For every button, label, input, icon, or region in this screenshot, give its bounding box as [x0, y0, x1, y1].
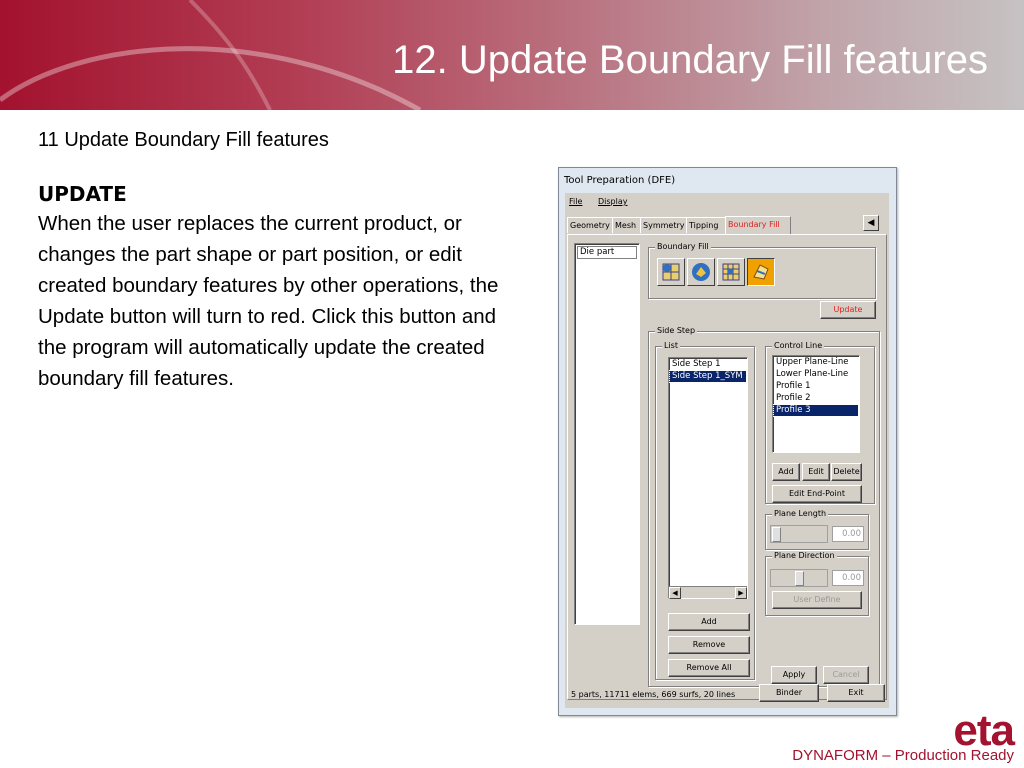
tab-geometry[interactable]: Geometry — [567, 217, 615, 233]
control-line-add-button[interactable]: Add — [772, 463, 800, 481]
control-line-item[interactable]: Profile 1 — [776, 381, 811, 391]
control-line-item[interactable]: Upper Plane-Line — [776, 357, 849, 367]
tab-mesh[interactable]: Mesh — [612, 217, 643, 233]
control-line-list[interactable] — [772, 355, 860, 453]
plane-direction-group — [765, 551, 869, 616]
update-button[interactable]: Update — [820, 301, 876, 319]
control-line-legend: Control Line — [774, 341, 823, 350]
menu-file[interactable]: File — [569, 197, 583, 206]
plane-length-slider-thumb[interactable] — [772, 527, 781, 542]
body-text: When the user replaces the current product, or changes the part shape or part position, or edit created boundary features by other operations, the Update button will turn to red. Click this button and the program will automatically update the created boundary fill features. — [38, 212, 499, 390]
plane-length-group — [765, 509, 869, 550]
boundary-fill-legend: Boundary Fill — [657, 242, 709, 251]
scroll-left-icon[interactable]: ◀ — [669, 587, 681, 599]
exit-button[interactable]: Exit — [827, 684, 885, 702]
plane-direction-legend: Plane Direction — [774, 551, 835, 560]
tool-preparation-window — [558, 167, 897, 716]
tab-symmetry[interactable]: Symmetry — [640, 217, 689, 233]
eta-logo: eta — [953, 706, 1014, 755]
window-client — [565, 193, 889, 708]
left-arrow-icon[interactable]: ◀ — [863, 215, 879, 231]
plane-direction-slider[interactable] — [770, 569, 828, 587]
slide-subtitle: 11 Update Boundary Fill features — [38, 129, 329, 151]
menu-display[interactable]: Display — [598, 197, 628, 206]
add-side-step-button[interactable]: Add — [668, 613, 750, 631]
side-step-group — [648, 326, 880, 687]
cancel-button[interactable]: Cancel — [823, 666, 869, 684]
edit-end-point-button[interactable]: Edit End-Point — [772, 485, 862, 503]
boundary-fill-panel — [567, 234, 887, 700]
scroll-right-icon[interactable]: ▶ — [735, 587, 747, 599]
control-line-group — [765, 341, 875, 504]
control-line-item-selected[interactable]: Profile 3 — [774, 405, 858, 416]
control-line-item[interactable]: Lower Plane-Line — [776, 369, 849, 379]
apply-button[interactable]: Apply — [771, 666, 817, 684]
side-step-list[interactable] — [668, 357, 748, 599]
part-list-item[interactable]: Die part — [577, 246, 637, 259]
boundary-fill-tool-1-icon[interactable] — [657, 258, 685, 286]
list-legend: List — [664, 341, 678, 350]
tab-tipping[interactable]: Tipping — [686, 217, 728, 233]
boundary-fill-tool-4-icon[interactable] — [747, 258, 775, 286]
plane-length-slider[interactable] — [770, 525, 828, 543]
footer-text: DYNAFORM – Production Ready — [792, 747, 1014, 764]
side-step-list-group — [655, 341, 755, 680]
boundary-fill-tool-3-icon[interactable] — [717, 258, 745, 286]
control-line-edit-button[interactable]: Edit — [802, 463, 830, 481]
part-list[interactable] — [574, 243, 640, 625]
status-text: 5 parts, 11711 elems, 669 surfs, 20 lines — [571, 690, 736, 699]
header-banner — [0, 0, 1024, 110]
side-step-item[interactable]: Side Step 1 — [672, 359, 721, 369]
remove-all-button[interactable]: Remove All — [668, 659, 750, 677]
control-line-item[interactable]: Profile 2 — [776, 393, 811, 403]
plane-length-legend: Plane Length — [774, 509, 827, 518]
control-line-delete-button[interactable]: Delete — [831, 463, 862, 481]
plane-length-value[interactable]: 0.00 — [832, 526, 864, 542]
slide-title: 12. Update Boundary Fill features — [392, 38, 988, 82]
side-step-legend: Side Step — [657, 326, 696, 335]
window-title: Tool Preparation (DFE) — [564, 175, 676, 186]
plane-direction-value[interactable]: 0.00 — [832, 570, 864, 586]
horizontal-scrollbar[interactable] — [669, 586, 747, 598]
boundary-fill-tool-2-icon[interactable] — [687, 258, 715, 286]
boundary-fill-group — [648, 242, 876, 299]
tab-boundary-fill[interactable]: Boundary Fill — [725, 216, 791, 234]
plane-direction-slider-thumb[interactable] — [795, 571, 804, 586]
slide-content — [38, 128, 528, 394]
user-define-button[interactable]: User Define — [772, 591, 862, 609]
binder-button[interactable]: Binder — [759, 684, 819, 702]
keyword-heading: UPDATE — [38, 182, 127, 206]
remove-side-step-button[interactable]: Remove — [668, 636, 750, 654]
side-step-item-selected[interactable]: Side Step 1_SYM — [670, 371, 746, 382]
